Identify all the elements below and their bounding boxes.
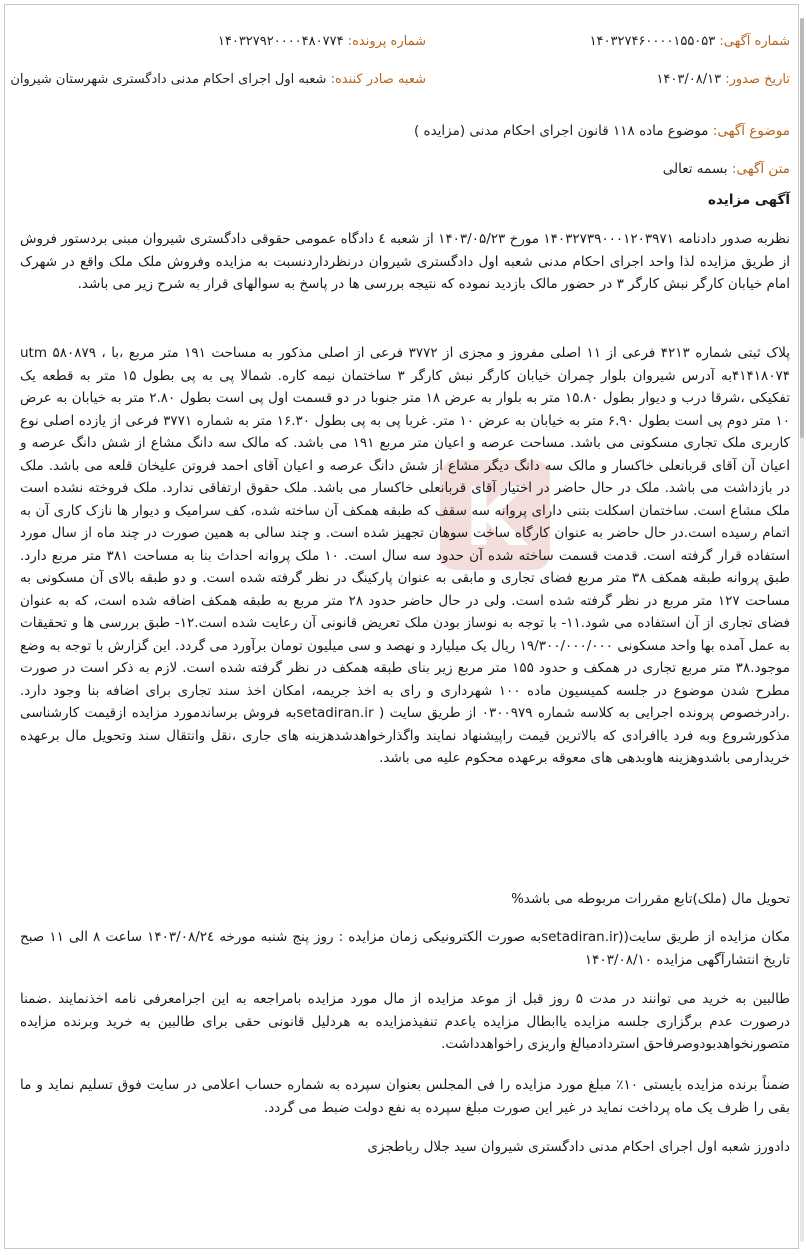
paragraph-text: پلاک ثبتی شماره ۴۲۱۳ فرعی از ۱۱ اصلی مفروز و مجزی از ۳۷۷۲ فرعی از اصلی مذکور به مساحت ۱۹۱ متر مربع ،با utm ۵۸۰۸۷۹ ، ۴۱۴۱۸۰۷۴به آدرس شیروان بلوار چمران خیابان کارگر نبش کارگر ۳ ساختمان نیمه کاره. شمالا پی به پی بطول ۱۵ متر به قطعه یک تفکیکی ،شرقا درب و دیوار بطول ۱۵.۸۰ متر به بلوار به عرض ۱۸ متر جنوبا در دو قسمت اول پی است بطول ۲.۸۰ متر به خیابان به عرض ۱۰ متر دوم پی است بطول ۶.۹۰ متر به خیابان به عرض ۱۰ متر. غربا پی به پی بطول ۱۶.۳۰ متر به شماره ۳۷۷۱ فرعی از یازده اصلی نوع کاربری ملک تجاری مسکونی می باشد. مساحت عرصه و اعیان متر مربع ۱۹۱ می باشد. که مالک سه دانگ مشاع از شش دانگ عرصه و اعیان آن آقای قربانعلی خاکسار و مالک سه دانگ دیگر مشاع از شش دانگ عرصه و اعیان آقای احمد فروتن علیخان قلعه می باشد. ملک در بازداشت می باشد. ملک در حال حاضر در اختیار آقای قربانعلی خاکسار می باشد. ملک حقوق ارتفاقی ندارد. ملک فروخته نشده است ملک مشاع است. ساختمان اسکلت بتنی دارای پروانه سه سقف که طبقه همکف آن ساخته شده، کف سرامیک و دیوار ها نازک کاری آن به اتمام رسیده است.در حال حاضر به عنوان کارگاه ساخت سوهان تجهیز شده است. و چند سالی به همین صورت در چند ماه از سال مورد استفاده قرار گرفته است. قدمت قسمت ساخته شده آن حدود سه سال است. ۱۰ ملک پروانه احداث بنا به مساحت ۳۸۱ متر مربع دارد. طبق پروانه طبقه همکف ۳۸ متر مربع فضای تجاری و مابقی به عنوان پارکینگ در نظر گرفته شده است. و دو طبقه بالای آن مسکونی به مساحت ۱۲۷ متر مربع در نظر گرفته شده است. ولی در حال حاضر حدود ۲۸ متر مربع به طبقه همکف اضافه شده است، که به عنوان فضای تجاری از آن استفاده می شود.۱۱- با توجه به نوساز بودن ملک تعریض قانونی آن رعایت شده است.۱۲- طبق بررسی ها و تحقیقات به عمل آمده بها واحد مسکونی ۱۹/۳۰۰/۰۰۰/۰۰۰ ریال یک میلیارد و نهصد و سی میلیون تومان برآورد می گردد. این گزارش با توجه به وضع موجود.۳۸ متر مربع تجاری در همکف و حدود ۱۵۵ متر مربع زیر بنای طبقه همکف در نظر گرفته شده است. لازم به ذکر است در صورت مطرح شدن موضوع در جلسه کمیسیون ماده ۱۰۰ شهرداری و رای به اخذ جریمه، امکان اخذ سند تجاری برای اضافه بنا وجود دارد. .رادرخصوص پرونده اجرایی به کلاسه شماره ۰۳۰۰۹۷۹ از طریق سایت ( setadiran.irبه فروش برساندمورد مزایده ازقیمت کارشناسی مذکورشروع وبه فرد یاافرادی که بالاترین قیمت راپیشنهاد نمایند واگذارخواهدشدهزینه های جاری ،نقل وانتقال سند وتحویل مال برعهده خریدارمی باشدوهزینه هاوبدهی های معوقه برعهده محکوم علیه می باشد. [20,345,791,766]
paragraph-applicants [20,988,790,1056]
paragraph-intro [20,228,790,296]
watermark-badge-glyph: K [464,471,526,564]
issuer-label: شعبه صادر کننده: [330,72,426,87]
paragraph-text: مکان مزایده از طریق سایت((setadiran.irبه صورت الکترونیکی زمان مزایده : روز پنج شنبه مورخه ۱۴۰۳/۰۸/۲٤ ساعت ۸ الی ۱۱ صبح تاریخ انتشارآگهی مزایده ۱۴۰۳/۰۸/۱۰ [20,929,791,968]
subject-row [414,120,790,142]
text-label-row [663,158,790,180]
paragraph-deposit [20,1074,790,1119]
ad-title: آگهی مزایده [708,192,790,208]
text-opening: بسمه تعالی [662,161,728,177]
paragraph-text: ضمناً برنده مزایده بایستی ۱۰٪ مبلغ مورد مزایده را فی المجلس بعنوان سپرده به شماره حساب اعلامی در سایت فوق تسلیم نماید و ما بقی را ظرف یک ماه پرداخت نماید در غیر این صورت مبلغ سپرده به نفع دولت ضبط می گردد. [20,1077,790,1116]
paragraph-delivery [20,888,790,911]
paragraph-text: تحویل مال (ملک)تابع مقررات مربوطه می باشد% [511,891,790,907]
text-label: متن آگهی: [731,161,790,177]
paragraph-text: طالبین به خرید می توانند در مدت ۵ روز قبل از موعد مزایده از مال مورد مزایده بامراجعه به این اجرامعرفی نامه اخذنمایند .ضمنا درصورت عدم برگزاری جلسه مزایده یاابطال مزایده یاعدم تنفیذمزایده به هردلیل قانونی حقی برای طالبین به خرید وبرنده مزایده متصورنخواهدبودوصرفاحق استردادمبالغ واریزی راخواهدداشت. [20,991,790,1052]
subject-label: موضوع آگهی: [712,123,790,139]
paragraph-auction-time [20,926,790,971]
ad-number-value: ۱۴۰۳۲۷۴۶۰۰۰۰۱۵۵۰۵۳ [589,34,716,49]
issue-date-value: ۱۴۰۳/۰۸/۱۳ [656,72,722,87]
issue-date-label: تاریخ صدور: [725,72,790,87]
issuer-row [10,70,426,90]
file-number-value: ۱۴۰۳۲۷۹۲۰۰۰۰۴۸۰۷۷۴ [217,34,344,49]
issue-date-row [656,70,790,90]
ad-number-label: شماره آگهی: [719,34,790,49]
scrollbar[interactable] [800,18,804,1242]
signature-line [20,1136,790,1159]
file-number-row [218,32,426,52]
paragraph-property [20,342,790,770]
file-number-label: شماره پرونده: [347,34,426,49]
signature-text: دادورز شعبه اول اجرای احکام مدنی دادگستری شیروان سید جلال رباطجزی [367,1139,790,1155]
issuer-value: شعبه اول اجرای احکام مدنی دادگستری شهرستان شیروان [10,72,327,87]
paragraph-text: نظربه صدور دادنامه ۱۴۰۳۲۷۳۹۰۰۰۱۲۰۳۹۷۱ مورخ ۱۴۰۳/۰۵/۲۳ از شعبه ٤ دادگاه عمومی حقوقی دادگستری شیروان مبنی بردستور فروش از طریق مزایده لذا واحد اجرای احکام مدنی شعبه اول دادگستری شیروان درنظرداردنسبت به مزایده وفروش ملک ملک واقع در شهرک امام خیابان کارگر نبش کارگر ۳ در حضور مالک بازدید نموده که نتیجه بررسی ها در پاسخ به سوالهای قرار به شرح زیر می باشد. [20,231,791,292]
subject-value: موضوع ماده ۱۱۸ قانون اجرای احکام مدنی (مزایده ) [413,123,709,139]
ad-number-row [590,32,790,52]
scrollbar-thumb[interactable] [800,18,804,438]
